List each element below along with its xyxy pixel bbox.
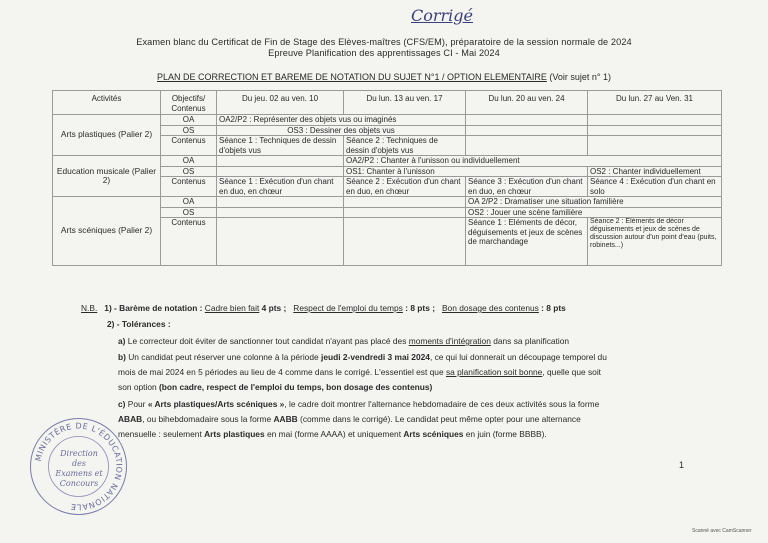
stamp-center-text: Direction des Examens et Concours <box>55 449 103 488</box>
tolerance-c-text5: mensuelle : seulement <box>118 429 202 439</box>
em-os2-text: OS2 : Chanter individuellement <box>588 166 722 177</box>
tolerance-a-end: dans sa planification <box>493 336 570 346</box>
tolerance-c <box>118 398 718 440</box>
row-label-contenus: Contenus <box>161 136 217 156</box>
col-header-week3: Du lun. 20 au ven. 24 <box>466 91 588 115</box>
tolerance-a-text: Le correcteur doit éviter de sanctionner tout candidat n'ayant pas placé des <box>127 336 407 346</box>
tolerance-b-criteria: (bon cadre, respect de l'emploi du temps, bon dosage des contenus) <box>158 382 433 392</box>
as-content-week4: Séance 2 : Eléments de décor déguisements et jeux de scènes de discussion autour d'un point d'eau (puits, robinets...) <box>588 218 722 266</box>
tolerance-c-text7: en juin (forme BBBB). <box>465 429 547 439</box>
tolerance-b-text2: , ce qui lui donnerait un découpage temporel du <box>429 352 607 362</box>
official-stamp <box>30 418 127 515</box>
row-label-os: OS <box>161 166 217 177</box>
em-os1-text: OS1: Chanter à l'unisson <box>344 166 588 177</box>
stamp-ring-text: MINISTÈRE DE L'ÉDUCATION NATIONALE <box>33 421 124 512</box>
em-content-week1: Séance 1 : Exécution d'un chant en duo, en chœur <box>217 177 344 197</box>
tolerance-c-text1: Pour <box>127 399 146 409</box>
ap-oa-text: OA2/P2 : Représenter des objets vus ou imaginés <box>217 115 466 126</box>
tolerance-b-text1: Un candidat peut réserver une colonne à la période <box>128 352 319 362</box>
bareme-emploi-pts: : 8 pts ; <box>405 303 435 313</box>
tolerance-c-aabb: AABB <box>273 414 298 424</box>
tolerance-b-label: b) <box>118 352 126 362</box>
bareme-emploi: Respect de l'emploi du temps <box>293 303 403 313</box>
exam-header-line2: Epreuve Planification des apprentissages CI - Mai 2024 <box>268 48 500 58</box>
ap-content-week2: Séance 2 : Techniques de dessin d'objets vus <box>344 136 466 156</box>
nb-bareme <box>81 302 566 314</box>
table-row <box>53 156 722 167</box>
tolerance-c-text6: en mai (forme AAAA) et uniquement <box>266 429 402 439</box>
row-label-oa: OA <box>161 115 217 126</box>
tolerance-c-line3 <box>118 428 718 440</box>
tolerance-c-abab: ABAB <box>118 414 143 424</box>
table-row <box>53 115 722 126</box>
activity-arts-plastiques: Arts plastiques (Palier 2) <box>53 115 161 156</box>
row-label-oa: OA <box>161 156 217 167</box>
tolerance-c-line2 <box>118 413 718 425</box>
tolerance-b-date: jeudi 2-vendredi 3 mai 2024 <box>321 352 430 362</box>
activity-arts-sceniques: Arts scéniques (Palier 2) <box>53 197 161 266</box>
col-header-week1: Du jeu. 02 au ven. 10 <box>217 91 344 115</box>
handwritten-corrige: Corrigé <box>411 6 473 25</box>
row-label-contenus: Contenus <box>161 218 217 266</box>
tolerance-b-text5: son option <box>118 382 157 392</box>
tolerance-c-text2: , le cadre doit montrer l'alternance hebdomadaire de ces deux activités sous la forme <box>284 399 600 409</box>
plan-title <box>0 72 768 82</box>
page-number: 1 <box>679 460 685 470</box>
em-content-week3: Séance 3 : Exécution d'un chant en duo, en chœur <box>466 177 588 197</box>
as-os-text: OS2 : Jouer une scène familière <box>466 207 722 218</box>
tolerance-c-label: c) <box>118 399 126 409</box>
tolerance-b-line2 <box>118 366 718 378</box>
ap-content-week1: Séance 1 : Techniques de dessin d'objets vus <box>217 136 344 156</box>
em-content-week2: Séance 2 : Exécution d'un chant en duo, en chœur <box>344 177 466 197</box>
plan-title-main: PLAN DE CORRECTION ET BAREME DE NOTATION DU SUJET N°1 / OPTION ELEMENTAIRE <box>157 72 547 82</box>
col-header-week4: Du lun. 27 au Ven. 31 <box>588 91 722 115</box>
tolerance-b-line1 <box>118 351 718 363</box>
nb-label: N.B. <box>81 303 98 313</box>
tolerance-c-arts-plastiques: Arts plastiques <box>204 429 265 439</box>
planning-table <box>52 90 722 266</box>
tolerance-c-text3: , ou bihebdomadaire sous la forme <box>142 414 272 424</box>
tolerances-heading: 2) - Tolérances : <box>107 319 171 329</box>
tolerance-b-text3: mois de mai 2024 en 5 périodes au lieu de 4 comme dans le corrigé. L'essentiel est que <box>118 367 444 377</box>
tolerance-c-text4: (comme dans le corrigé). Le candidat peut même opter pour une alternance <box>300 414 581 424</box>
bareme-cadre-pts: 4 pts ; <box>261 303 287 313</box>
as-oa-text: OA 2/P2 : Dramatiser une situation familière <box>466 197 722 208</box>
tolerance-a-underlined: moments d'intégration <box>408 336 491 346</box>
tolerance-b-line3 <box>118 381 718 393</box>
table-header-row <box>53 91 722 115</box>
tolerance-a <box>118 335 718 347</box>
col-header-objectifs: Objectifs/ Contenus <box>161 91 217 115</box>
tolerance-c-arts-sceniques: Arts scéniques <box>403 429 464 439</box>
tolerance-c-line1 <box>118 398 718 410</box>
em-content-week4: Séance 4 : Exécution d'un chant en solo <box>588 177 722 197</box>
plan-title-suffix: (Voir sujet n° 1) <box>549 72 611 82</box>
scanner-note: Scanné avec CamScanner <box>692 528 752 534</box>
row-label-contenus: Contenus <box>161 177 217 197</box>
activity-education-musicale: Education musicale (Palier 2) <box>53 156 161 197</box>
table-row <box>53 197 722 208</box>
tolerance-b-underlined: sa planification soit bonne <box>445 367 543 377</box>
tolerance-c-activities: « Arts plastiques/Arts scéniques » <box>147 399 285 409</box>
tolerance-a-label: a) <box>118 336 126 346</box>
tolerance-b-text4: , quelle que soit <box>542 367 602 377</box>
bareme-dosage-pts: : 8 pts <box>541 303 566 313</box>
bareme-title: 1) - Barème de notation : <box>104 303 203 313</box>
tolerance-b <box>118 351 718 393</box>
bareme-dosage: Bon dosage des contenus <box>441 303 539 313</box>
em-oa-text: OA2/P2 : Chanter à l'unisson ou individuellement <box>344 156 722 167</box>
row-label-os: OS <box>161 125 217 136</box>
col-header-activites: Activités <box>53 91 161 115</box>
exam-header-line1: Examen blanc du Certificat de Fin de Stage des Elèves-maîtres (CFS/EM), préparatoire de la session normale de 2024 <box>136 37 632 47</box>
row-label-oa: OA <box>161 197 217 208</box>
tolerances-title <box>107 318 171 330</box>
ap-os-text: OS3 : Dessiner des objets vus <box>217 125 466 136</box>
col-header-week2: Du lun. 13 au ven. 17 <box>344 91 466 115</box>
row-label-os: OS <box>161 207 217 218</box>
as-content-week3: Séance 1 : Eléments de décor, déguisements et jeux de scènes de marchandage <box>466 218 588 266</box>
bareme-cadre: Cadre bien fait <box>204 303 260 313</box>
